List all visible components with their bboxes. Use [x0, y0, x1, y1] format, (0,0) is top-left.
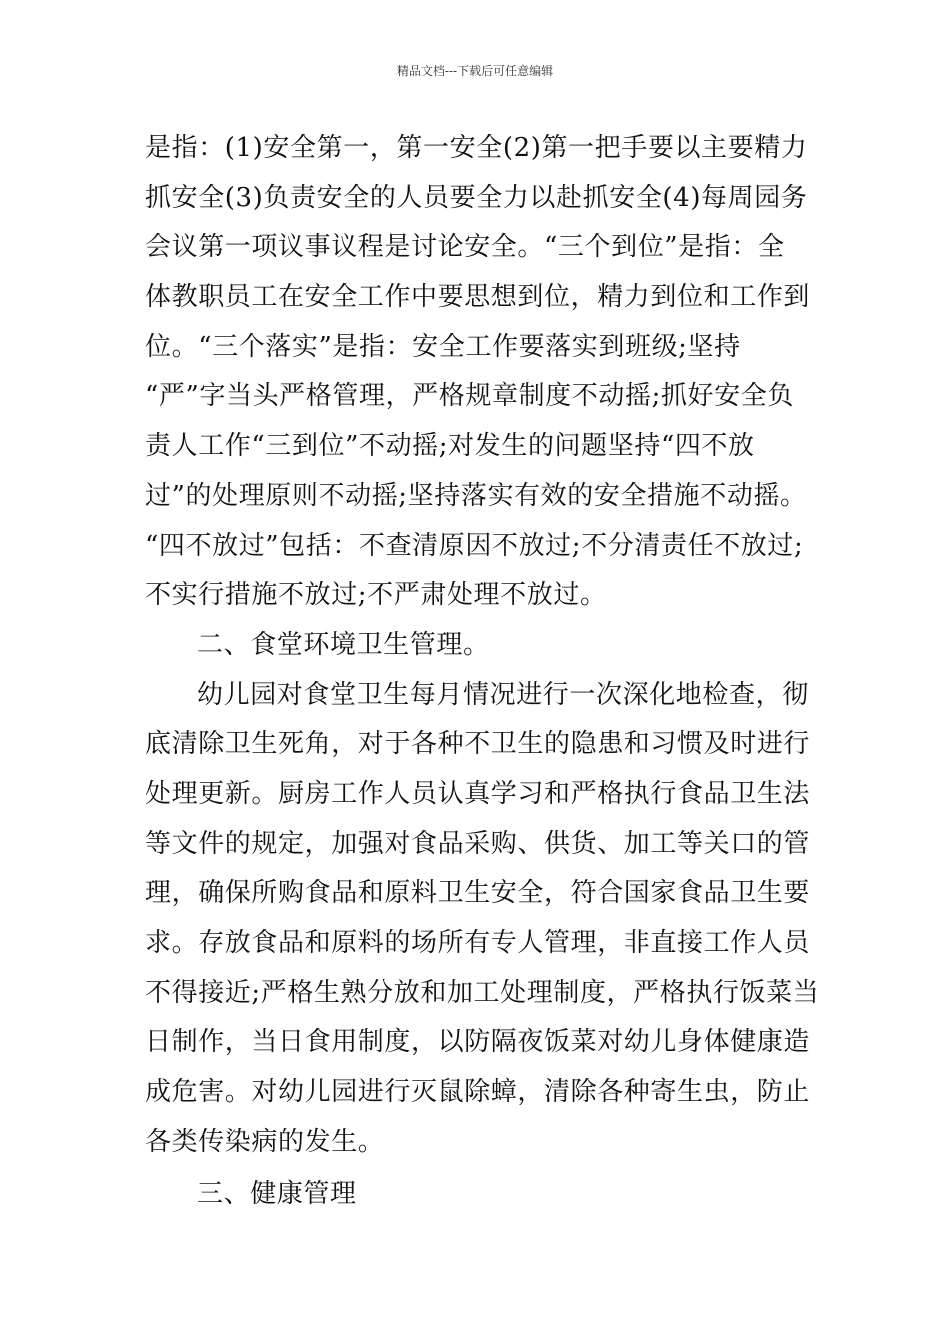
paragraph-safety-rules	[145, 124, 820, 621]
section-heading-health: 三、健康管理	[197, 1179, 357, 1209]
page-header: 精品文档---下载后可任意编辑	[396, 64, 554, 78]
text-line: 理，确保所购食品和原料卫生安全，符合国家食品卫生要	[145, 878, 811, 909]
text-line: 是指：(1)安全第一，第一安全(2)第一把手要以主要精力	[145, 133, 808, 163]
text-line: 各类传染病的发生。	[145, 1126, 385, 1157]
text-line: 责人工作“三到位”不动摇;对发生的问题坚持“四不放	[145, 431, 755, 462]
section-heading-canteen: 二、食堂环境卫生管理。	[197, 629, 490, 660]
text-line: 位。“三个落实”是指：安全工作要落实到班级;坚持	[145, 331, 741, 362]
text-line: 底清除卫生死角，对于各种不卫生的隐患和习惯及时进行	[145, 729, 811, 760]
text-line: 日制作，当日食用制度，以防隔夜饭菜对幼儿身体健康造	[145, 1027, 811, 1058]
text-line: “四不放过”包括：不查清原因不放过;不分清责任不放过;	[145, 530, 804, 561]
text-line: 处理更新。厨房工作人员认真学习和严格执行食品卫生法	[145, 778, 811, 809]
text-line: 体教职员工在安全工作中要思想到位，精力到位和工作到	[145, 282, 811, 313]
text-line: 会议第一项议事议程是讨论安全。“三个到位”是指：全	[145, 232, 785, 263]
text-line: 不实行措施不放过;不严肃处理不放过。	[145, 580, 607, 611]
text-line: 不得接近;严格生熟分放和加工处理制度，严格执行饭菜当	[145, 977, 820, 1008]
text-line: 过”的处理原则不动摇;坚持落实有效的安全措施不动摇。	[145, 480, 807, 511]
document-body	[145, 124, 820, 1167]
text-line: 抓安全(3)负责安全的人员要全力以赴抓安全(4)每周园务	[145, 182, 808, 213]
text-line: 幼儿园对食堂卫生每月情况进行一次深化地检查，彻	[197, 679, 809, 710]
text-line: 等文件的规定，加强对食品采购、供货、加工等关口的管	[145, 828, 811, 859]
text-line: 求。存放食品和原料的场所有专人管理，非直接工作人员	[145, 928, 811, 958]
text-line: 成危害。对幼儿园进行灭鼠除蟑，清除各种寄生虫，防止	[145, 1077, 811, 1108]
paragraph-canteen-hygiene	[145, 671, 820, 1168]
text-line: “严”字当头严格管理，严格规章制度不动摇;抓好安全负	[145, 381, 794, 412]
